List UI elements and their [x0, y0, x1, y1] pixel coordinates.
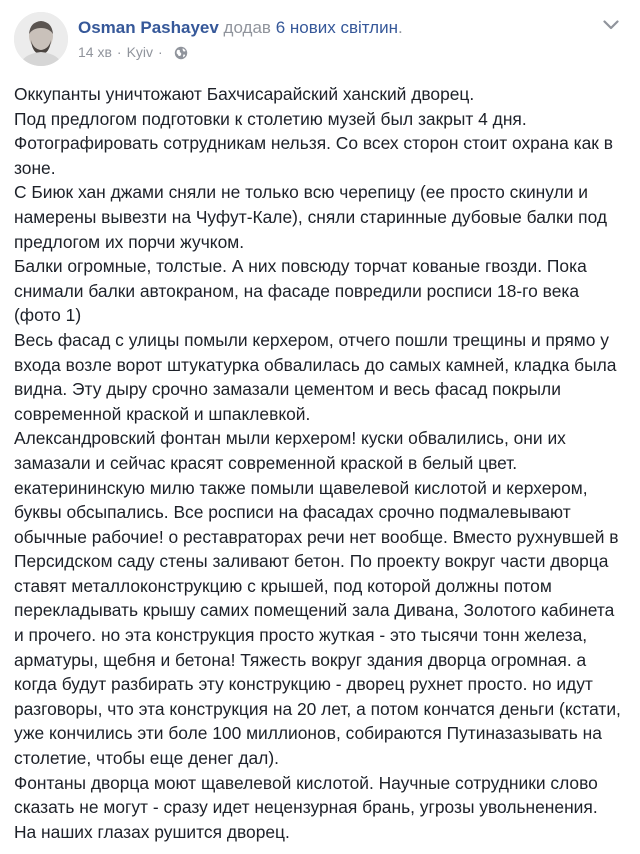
avatar[interactable] [14, 12, 68, 66]
post-paragraph: С Биюк хан джами сняли не только всю черепицу (ее просто скинули и намерены вывезти на Чуфут-Кале), сняли старинные дубовые балки под предлогом их порчи жучком. [14, 182, 608, 252]
post-paragraph: Под предлогом подготовки к столетию музей был закрыт 4 дня. [14, 108, 527, 129]
post-paragraph: На наших глазах рушится дворец. [14, 821, 290, 842]
timestamp-link[interactable]: 14 хв [78, 44, 112, 60]
post-paragraph: Оккупанты уничтожают Бахчисарайский ханский дворец. [14, 84, 475, 104]
action-suffix: . [397, 18, 403, 37]
post-paragraph: Фонтаны дворца моют щавелевой кислотой. Научные сотрудники слово сказать не могут - сразу идет нецензурная брань, угрозы увольненения. [14, 772, 598, 818]
meta-separator: · [116, 44, 122, 60]
post-paragraph: Весь фасад с улицы помыли керхером, отчего пошли трещины и прямо у входа возле ворот штукатурка обвалилась до самых камней, кладка была видна. Эту дыру срочно замазали цементом и весь фасад покрыли современной краской и шпаклевкой. [14, 329, 617, 424]
action-prefix: додав [223, 18, 271, 37]
post-header [14, 12, 624, 68]
chevron-down-icon [603, 20, 619, 30]
post-paragraph: Балки огромные, толстые. А них повсюду торчат кованые гвозди. Пока снимали балки автокраном, на фасаде повредили росписи 18-го века (фото 1) [14, 256, 587, 326]
meta-separator-2: · [158, 44, 163, 60]
post-options-button[interactable] [598, 16, 624, 34]
post-meta [78, 42, 188, 62]
photos-link[interactable]: 6 нових світлин [275, 18, 398, 37]
post-body [14, 82, 626, 844]
header-title [78, 16, 403, 40]
post-paragraph: Александровский фонтан мыли керхером! куски обвалились, они их замазали и сейчас красят современной краской в белый цвет. екатерининскую милю также помыли щавелевой кислотой и керхером, буквы обсыпались. Все росписи на фасадах срочно подмалевывают обычные рабочие! о реставраторах речи нет вообще. Вместо рухнувшей в Персидском саду стены заливают бетон. По проекту вокруг части дворца ставят металлоконструкцию с крышей, под которой должны потом перекладывать крышу самих помещений зала Дивана, Золотого кабинета и прочего. но эта конструкция просто жуткая - это тысячи тонн железа, арматуры, щебня и бетона! Тяжесть вокруг здания дворца огромная. а когда будут разбирать эту конструкцию - дворец рухнет просто. но идут разговоры, что эта конструкция на 20 лет, а потом кончатся деньги (кстати, уже кончились эти боле 100 миллионов, собираются Путиназазывать на столетие, чтобы еще денег дал). [14, 428, 621, 769]
author-name-link[interactable]: Osman Pashayev [78, 18, 219, 37]
globe-icon[interactable] [174, 45, 188, 59]
profile-photo-icon [14, 12, 68, 66]
post-paragraph: Фотографировать сотрудникам нельзя. Со всех сторон стоит охрана как в зоне. [14, 133, 613, 178]
location-label[interactable]: Kyiv [126, 44, 154, 60]
